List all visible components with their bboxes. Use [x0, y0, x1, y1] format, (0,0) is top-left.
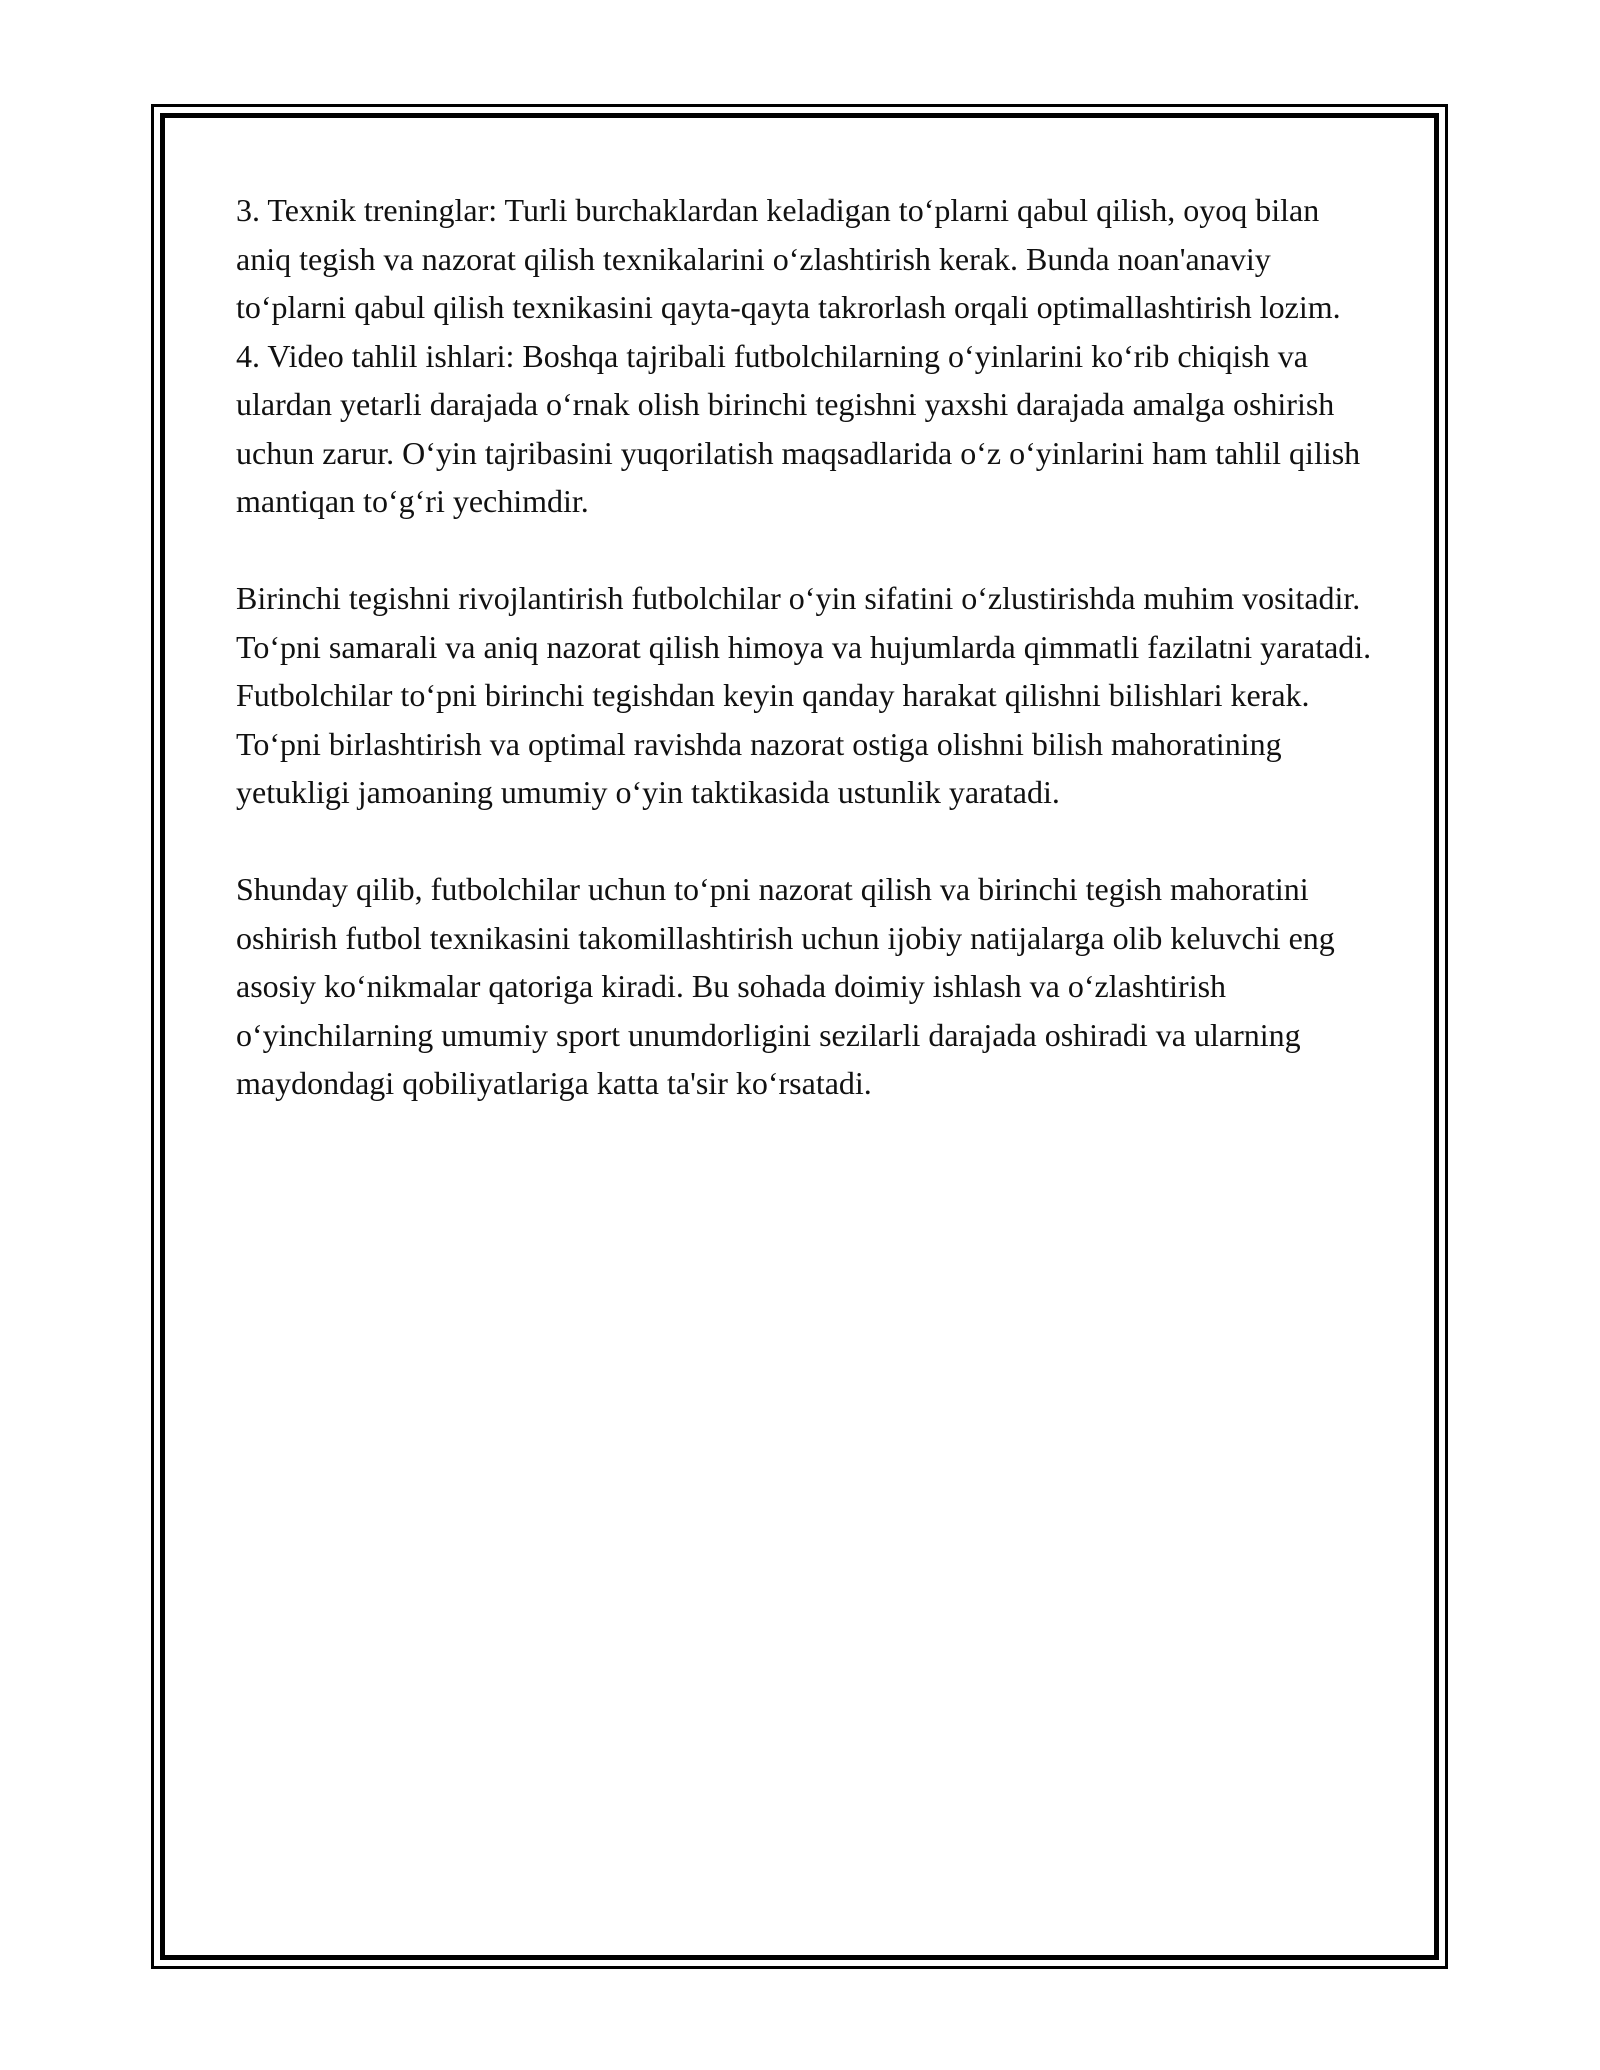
list-item-video-analysis: 4. Video tahlil ishlari: Boshqa tajribali futbolchilarning o‘yinlarini ko‘rib chiqish va ulardan yetarli darajada o‘rnak olish birinchi tegishni yaxshi darajada amalga oshirish uchun zarur. O‘yin tajribasini yuqorilatish maqsadlarida o‘z o‘yinlarini ham tahlil qilish mantiqan to‘g‘ri yechimdir. — [236, 337, 1361, 519]
document-body — [236, 186, 1376, 1108]
paragraph-conclusion: Shunday qilib, futbolchilar uchun to‘pni nazorat qilish va birinchi tegish mahoratini oshirish futbol texnikasini takomillashtirish uchun ijobiy natijalarga olib keluvchi eng asosiy ko‘nikmalar qatoriga kiradi. Bu sohada doimiy ishlash va o‘zlashtirish o‘yinchilarning umumiy sport unumdorligini sezilarli darajada oshiradi va ularning maydondagi qobiliyatlariga katta ta'sir ko‘rsatadi. — [236, 871, 1335, 1101]
paragraph-first-touch-development: Birinchi tegishni rivojlantirish futbolchilar o‘yin sifatini o‘zlustirishda muhim vositadir. To‘pni samarali va aniq nazorat qilish himoya va hujumlarda qimmatli fazilatni yaratadi. Futbolchilar to‘pni birinchi tegishdan keyin qanday harakat qilishni bilishlari kerak. To‘pni birlashtirish va optimal ravishda nazorat ostiga olishni bilish mahoratining yetukligi jamoaning umumiy o‘yin taktikasida ustunlik yaratadi. — [236, 580, 1372, 810]
list-item-technical-training: 3. Texnik treninglar: Turli burchaklardan keladigan to‘plarni qabul qilish, oyoq bilan aniq tegish va nazorat qilish texnikalarini o‘zlashtirish kerak. Bunda noan'anaviy to‘plarni qabul qilish texnikasini qayta-qayta takrorlash orqali optimallashtirish lozim. — [236, 192, 1341, 325]
